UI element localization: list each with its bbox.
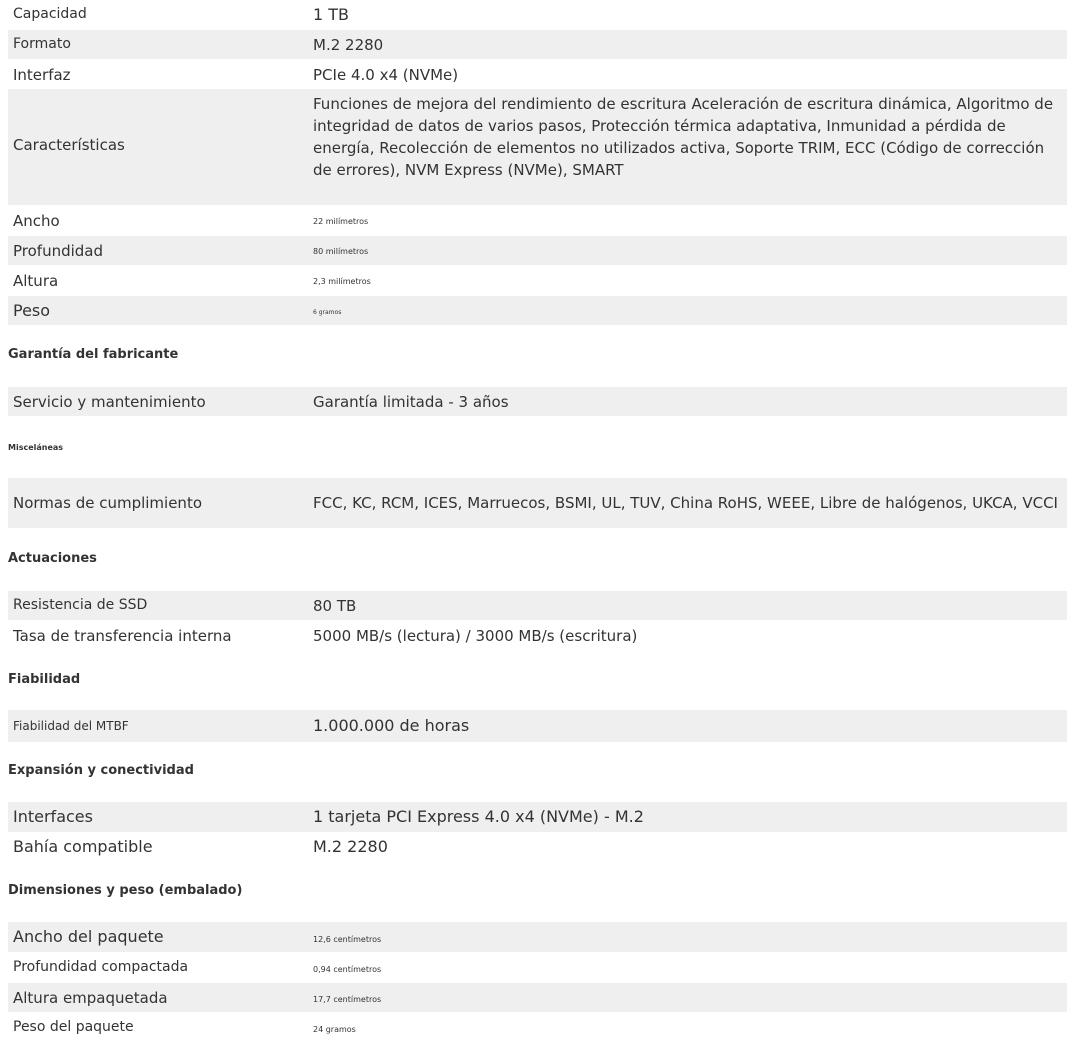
section-heading-performance: Actuaciones bbox=[8, 551, 97, 566]
spec-row-servicio bbox=[8, 387, 1067, 416]
spec-row-resistencia bbox=[8, 591, 1067, 620]
section-heading-misc: Misceláneas bbox=[8, 443, 64, 452]
spec-value: 22 milímetros bbox=[313, 217, 369, 226]
spec-row-interfaz bbox=[8, 60, 1067, 89]
spec-row-altura bbox=[8, 266, 1067, 295]
spec-value: 2,3 milímetros bbox=[313, 277, 371, 286]
spec-label: Interfaces bbox=[13, 807, 93, 827]
spec-label: Bahía compatible bbox=[13, 837, 153, 857]
section-heading-expansion: Expansión y conectividad bbox=[8, 763, 194, 778]
spec-row-peso-paquete bbox=[8, 1013, 1067, 1042]
spec-value: 5000 MB/s (lectura) / 3000 MB/s (escritura) bbox=[313, 626, 638, 645]
spec-label: Profundidad bbox=[13, 241, 104, 260]
spec-row-mtbf bbox=[8, 710, 1067, 742]
spec-label: Ancho bbox=[13, 211, 60, 230]
spec-value: FCC, KC, RCM, ICES, Marruecos, BSMI, UL, TUV, China RoHS, WEEE, Libre de halógenos, UKCA, VCCI bbox=[313, 494, 1058, 512]
spec-row-tasa bbox=[8, 621, 1067, 650]
spec-label: Tasa de transferencia interna bbox=[13, 626, 232, 645]
spec-value: 0,94 centímetros bbox=[313, 965, 382, 974]
section-heading-warranty: Garantía del fabricante bbox=[8, 347, 179, 362]
spec-value: Garantía limitada - 3 años bbox=[313, 392, 509, 411]
spec-row-caracteristicas bbox=[8, 89, 1067, 205]
spec-value: M.2 2280 bbox=[313, 837, 388, 856]
spec-label: Profundidad compactada bbox=[13, 959, 189, 976]
spec-row-profundidad bbox=[8, 236, 1067, 265]
spec-label: Ancho del paquete bbox=[13, 927, 164, 947]
spec-label: Peso del paquete bbox=[13, 1019, 134, 1036]
spec-value: 80 TB bbox=[313, 596, 357, 615]
spec-label: Interfaz bbox=[13, 65, 71, 84]
spec-row-normas bbox=[8, 478, 1067, 528]
spec-value: 24 gramos bbox=[313, 1025, 356, 1034]
spec-label: Altura empaquetada bbox=[13, 988, 168, 1007]
section-heading-packaged: Dimensiones y peso (embalado) bbox=[8, 883, 243, 898]
spec-value: 1 TB bbox=[313, 4, 350, 24]
spec-value: Funciones de mejora del rendimiento de escritura Aceleración de escritura dinámica, Algoritmo de integridad de datos de varios pasos, Protección térmica adaptativa, Inmunidad a pérdida de energía, Recolección de elementos no utilizados activa, Soporte TRIM, ECC (Código de corrección de errores), NVM Express (NVMe), SMART bbox=[313, 95, 1054, 179]
spec-row-capacidad bbox=[8, 0, 1067, 29]
spec-value: 17,7 centímetros bbox=[313, 995, 382, 1004]
spec-value: M.2 2280 bbox=[313, 35, 384, 54]
spec-label: Normas de cumplimiento bbox=[13, 494, 203, 512]
spec-row-formato bbox=[8, 30, 1067, 59]
spec-value: 80 milímetros bbox=[313, 247, 369, 256]
spec-value: 1.000.000 de horas bbox=[313, 716, 470, 735]
spec-label: Fiabilidad del MTBF bbox=[13, 718, 129, 733]
spec-value: 6 gramos bbox=[313, 309, 342, 316]
spec-value: PCIe 4.0 x4 (NVMe) bbox=[313, 65, 459, 84]
spec-row-ancho bbox=[8, 206, 1067, 235]
spec-row-altura-paquete bbox=[8, 983, 1067, 1012]
section-heading-reliability: Fiabilidad bbox=[8, 672, 81, 687]
spec-row-peso bbox=[8, 296, 1067, 325]
spec-label: Características bbox=[13, 136, 125, 154]
spec-row-ancho-paquete bbox=[8, 922, 1067, 952]
spec-value: 1 tarjeta PCI Express 4.0 x4 (NVMe) - M.2 bbox=[313, 807, 644, 826]
spec-label: Peso bbox=[13, 300, 51, 320]
spec-row-profundidad-paquete bbox=[8, 953, 1067, 982]
spec-label: Formato bbox=[13, 36, 71, 53]
spec-label: Servicio y mantenimiento bbox=[13, 392, 206, 411]
spec-row-bahia bbox=[8, 832, 1067, 862]
spec-value: 12,6 centímetros bbox=[313, 935, 382, 944]
spec-label: Capacidad bbox=[13, 6, 87, 23]
spec-label: Altura bbox=[13, 271, 59, 290]
spec-row-interfaces bbox=[8, 802, 1067, 832]
spec-label: Resistencia de SSD bbox=[13, 597, 148, 614]
